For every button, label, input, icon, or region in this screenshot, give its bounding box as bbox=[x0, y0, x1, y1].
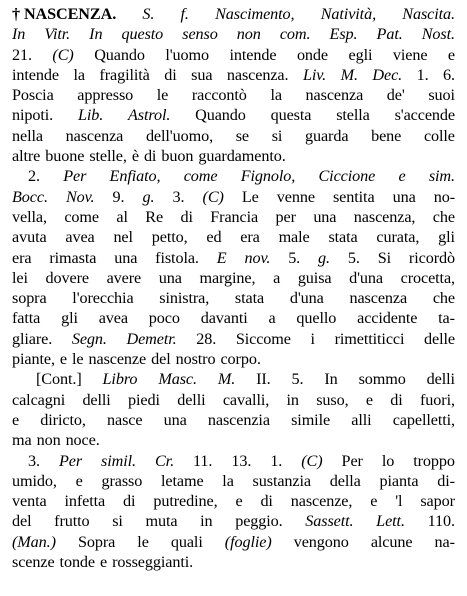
word: intende bbox=[229, 45, 277, 64]
word: In bbox=[89, 25, 103, 44]
word: no- bbox=[433, 187, 455, 206]
word: petto, bbox=[151, 228, 188, 247]
word: male bbox=[278, 228, 310, 247]
word: in bbox=[286, 390, 299, 409]
word: rimettiticci bbox=[334, 329, 405, 348]
word: dovere bbox=[45, 268, 89, 287]
word: scenze bbox=[12, 553, 55, 572]
word: rosseggianti. bbox=[112, 553, 194, 572]
word: 1. bbox=[270, 451, 283, 470]
word: grasso bbox=[101, 471, 143, 490]
word: piedi bbox=[128, 390, 160, 409]
word: che bbox=[432, 289, 455, 308]
word: e bbox=[12, 410, 20, 429]
text-line bbox=[12, 308, 455, 328]
word: delle bbox=[424, 329, 455, 348]
word: sentita bbox=[332, 187, 375, 206]
word: era bbox=[240, 228, 260, 247]
word: nella bbox=[12, 126, 43, 145]
word: † NASCENZA. bbox=[12, 5, 117, 23]
word: i bbox=[310, 329, 315, 348]
word: d'una bbox=[349, 268, 383, 287]
word: delli bbox=[82, 390, 111, 409]
word: e bbox=[59, 350, 67, 369]
text-line bbox=[12, 329, 455, 349]
word: che bbox=[432, 207, 455, 226]
word: nascenze bbox=[88, 350, 147, 369]
word: come bbox=[64, 207, 99, 226]
word: sapor bbox=[420, 492, 455, 511]
word: margine, bbox=[199, 268, 256, 287]
word: ma bbox=[12, 431, 32, 450]
word: de' bbox=[386, 86, 405, 105]
word: Fignolo, bbox=[240, 167, 296, 186]
word: Bocc. bbox=[12, 187, 48, 206]
word: 28. bbox=[196, 329, 217, 348]
word: 21. bbox=[12, 45, 32, 64]
word: 13. bbox=[231, 451, 252, 470]
word: Nov. bbox=[65, 187, 95, 206]
word: nascenza, bbox=[353, 207, 416, 226]
word: una bbox=[114, 248, 138, 267]
word: nascenzia bbox=[207, 410, 270, 429]
word: Nascimento, bbox=[215, 5, 295, 23]
word: di bbox=[123, 492, 136, 511]
word: sim. bbox=[428, 167, 455, 186]
text-line bbox=[12, 451, 455, 471]
word: nascenze, bbox=[290, 492, 353, 511]
word: g. bbox=[318, 248, 330, 267]
word: non bbox=[236, 25, 261, 44]
word: gli bbox=[438, 228, 455, 247]
word: Segn. bbox=[71, 329, 107, 348]
word: a bbox=[268, 309, 276, 328]
word: se bbox=[235, 126, 250, 145]
word: egli bbox=[348, 45, 373, 64]
word: com. bbox=[279, 25, 311, 44]
word: altre bbox=[12, 147, 41, 166]
word: fatta bbox=[12, 309, 41, 328]
word: 3. bbox=[172, 187, 185, 206]
word: stata bbox=[234, 289, 265, 308]
word: poco bbox=[148, 309, 180, 328]
word: infetta bbox=[64, 492, 106, 511]
word: na- bbox=[434, 532, 455, 551]
text-line bbox=[12, 166, 455, 186]
word: simile bbox=[291, 410, 331, 429]
word: colle bbox=[423, 126, 455, 145]
text-line bbox=[12, 4, 455, 24]
word: 5. bbox=[291, 370, 304, 389]
text-line bbox=[12, 45, 455, 65]
word: di bbox=[260, 492, 273, 511]
word: per bbox=[275, 207, 296, 226]
word: 9. bbox=[112, 187, 125, 206]
word: nel bbox=[113, 228, 133, 247]
word: una bbox=[158, 268, 182, 287]
word: g. bbox=[142, 187, 155, 206]
word: d'una bbox=[289, 289, 324, 308]
word: Per bbox=[63, 167, 87, 186]
word: Quando bbox=[195, 106, 246, 125]
word: stelle, bbox=[89, 147, 127, 166]
word: rimasta bbox=[49, 248, 97, 267]
word: sustanzia bbox=[252, 471, 311, 490]
text-line bbox=[12, 227, 455, 247]
word: è bbox=[131, 147, 139, 166]
text-line bbox=[12, 511, 455, 531]
word: piante, bbox=[12, 350, 55, 369]
word: e bbox=[398, 167, 406, 186]
word: Nost. bbox=[421, 25, 455, 44]
word: Demetr. bbox=[126, 329, 177, 348]
word: Masc. bbox=[158, 370, 197, 389]
word: guardamento. bbox=[198, 147, 286, 166]
text-line bbox=[12, 65, 455, 85]
word: vella, bbox=[12, 207, 47, 226]
word: muta bbox=[145, 512, 178, 531]
word: quello bbox=[296, 309, 337, 328]
word: del bbox=[151, 350, 171, 369]
word: avuta bbox=[12, 228, 47, 247]
word: venta bbox=[12, 492, 47, 511]
text-line bbox=[12, 430, 455, 450]
text-line bbox=[12, 85, 455, 105]
word: s'accende bbox=[394, 106, 455, 125]
text-line bbox=[12, 146, 455, 166]
word: sinistra, bbox=[159, 289, 210, 308]
text-line bbox=[12, 126, 455, 146]
word: Francia bbox=[210, 207, 259, 226]
word: (C) bbox=[301, 451, 323, 470]
word: le bbox=[137, 532, 149, 551]
word: in bbox=[200, 512, 213, 531]
word: 5. bbox=[347, 248, 360, 267]
word: 3. bbox=[28, 451, 40, 470]
word: putredine, bbox=[153, 492, 218, 511]
word: 1. bbox=[416, 65, 429, 84]
word: si bbox=[112, 512, 123, 531]
word: Per bbox=[341, 451, 363, 470]
word: capelletti, bbox=[392, 410, 455, 429]
word: curata, bbox=[376, 228, 420, 247]
word: II. bbox=[256, 370, 271, 389]
word: Esp. bbox=[329, 25, 358, 44]
word: tonde bbox=[59, 553, 96, 572]
word: Le bbox=[241, 187, 259, 206]
word: delli bbox=[177, 390, 206, 409]
word: ta- bbox=[438, 309, 455, 328]
word: (C) bbox=[202, 187, 224, 206]
word: troppo bbox=[413, 451, 455, 470]
word: letame bbox=[160, 471, 204, 490]
word: stata bbox=[328, 228, 358, 247]
word: Astrol. bbox=[128, 106, 171, 125]
word: di bbox=[390, 390, 403, 409]
word: nostro bbox=[175, 350, 216, 369]
word: a bbox=[273, 268, 281, 287]
text-line bbox=[12, 105, 455, 125]
word: stella bbox=[336, 106, 370, 125]
word: frutto bbox=[54, 512, 90, 531]
word: lo bbox=[381, 451, 395, 470]
word: come bbox=[183, 167, 218, 186]
word: Nascita. bbox=[402, 5, 455, 23]
word: avea bbox=[98, 309, 128, 328]
word: vengono bbox=[293, 532, 349, 551]
word: appresso bbox=[77, 86, 134, 105]
word: nascenza bbox=[349, 289, 408, 308]
word: suso, bbox=[316, 390, 349, 409]
word: e bbox=[365, 390, 373, 409]
word: nascenza. bbox=[226, 65, 289, 84]
word: viene bbox=[392, 45, 428, 64]
word: Dec. bbox=[372, 65, 403, 84]
text-line bbox=[12, 410, 455, 430]
word: nipoti. bbox=[12, 106, 54, 125]
word: M. bbox=[340, 65, 358, 84]
word: Enfiato, bbox=[109, 167, 161, 186]
word: sua bbox=[191, 65, 213, 84]
text-line bbox=[12, 24, 455, 44]
word: fistola. bbox=[155, 248, 199, 267]
word: fragilità bbox=[99, 65, 150, 84]
word: delli bbox=[426, 370, 455, 389]
word: una bbox=[392, 187, 416, 206]
word: E bbox=[216, 248, 227, 267]
word: Poscia bbox=[12, 86, 54, 105]
word: pianta bbox=[379, 471, 419, 490]
word: buon bbox=[161, 147, 194, 166]
word: sommo bbox=[358, 370, 406, 389]
word: corpo. bbox=[220, 350, 261, 369]
word: al bbox=[116, 207, 128, 226]
text-line bbox=[12, 288, 455, 308]
word: sopra bbox=[12, 289, 47, 308]
word: umido, bbox=[12, 471, 57, 490]
word: M. bbox=[217, 370, 236, 389]
word: suoi bbox=[428, 86, 455, 105]
word: cavalli, bbox=[222, 390, 270, 409]
word: [Cont.] bbox=[36, 370, 82, 389]
word: Liv. bbox=[302, 65, 327, 84]
word: Libro bbox=[102, 370, 138, 389]
word: gli bbox=[61, 309, 78, 328]
word: 6. bbox=[443, 65, 455, 84]
word: del bbox=[12, 512, 32, 531]
word: 'l bbox=[395, 492, 403, 511]
word: Quando bbox=[94, 45, 145, 64]
text-line bbox=[12, 491, 455, 511]
word: In bbox=[12, 25, 26, 44]
word: la bbox=[222, 471, 234, 490]
word: venne bbox=[276, 187, 315, 206]
word: la bbox=[270, 86, 282, 105]
word: 110. bbox=[427, 512, 455, 531]
word: Lib. bbox=[77, 106, 104, 125]
word: senso bbox=[182, 25, 218, 44]
word: dell'uomo, bbox=[145, 126, 214, 145]
word: di- bbox=[437, 471, 455, 490]
word: questa bbox=[270, 106, 312, 125]
word: Cr. bbox=[154, 451, 175, 470]
word: Siccome bbox=[235, 329, 291, 348]
word: In bbox=[324, 370, 338, 389]
word: f. bbox=[180, 5, 189, 23]
word: raccontò bbox=[191, 86, 247, 105]
word: onde bbox=[296, 45, 329, 64]
text-line bbox=[12, 207, 455, 227]
word: Re bbox=[145, 207, 164, 226]
word: calcagni bbox=[12, 390, 66, 409]
word: 2. bbox=[28, 167, 40, 186]
word: avea bbox=[65, 228, 95, 247]
word: accidente bbox=[357, 309, 418, 328]
word: ed bbox=[206, 228, 222, 247]
word: Per bbox=[58, 451, 83, 470]
text-line bbox=[12, 532, 455, 552]
word: della bbox=[329, 471, 361, 490]
text-line bbox=[12, 471, 455, 491]
word: quali bbox=[170, 532, 203, 551]
word: guisa bbox=[297, 268, 332, 287]
word: Vitr. bbox=[44, 25, 71, 44]
word: e bbox=[75, 471, 83, 490]
word: l'uomo bbox=[165, 45, 210, 64]
word: Natività, bbox=[320, 5, 377, 23]
word: una bbox=[163, 410, 187, 429]
word: non bbox=[36, 431, 61, 450]
word: (C) bbox=[52, 45, 74, 64]
word: le bbox=[72, 350, 84, 369]
word: davanti bbox=[200, 309, 248, 328]
word: nasce bbox=[106, 410, 143, 429]
word: di bbox=[164, 65, 177, 84]
word: gliare. bbox=[12, 329, 53, 348]
word: diricto, bbox=[40, 410, 86, 429]
word: buone bbox=[45, 147, 85, 166]
word: guarda bbox=[304, 126, 349, 145]
word: si bbox=[271, 126, 283, 145]
text-line bbox=[12, 552, 455, 572]
word: ricordò bbox=[408, 248, 455, 267]
word: alcune bbox=[370, 532, 413, 551]
word: S. bbox=[142, 5, 155, 23]
text-line bbox=[12, 369, 455, 389]
word: 5. bbox=[288, 248, 301, 267]
word: peggio. bbox=[235, 512, 283, 531]
word: questo bbox=[121, 25, 164, 44]
word: Sassett. bbox=[305, 512, 354, 531]
word: (foglie) bbox=[224, 532, 272, 551]
word: avere bbox=[106, 268, 142, 287]
text-line bbox=[12, 268, 455, 288]
word: alli bbox=[351, 410, 372, 429]
word: nascenza bbox=[305, 86, 364, 105]
word: Pat. bbox=[376, 25, 403, 44]
word: intende bbox=[12, 65, 59, 84]
word: Ciccione bbox=[318, 167, 376, 186]
text-line bbox=[12, 187, 455, 207]
word: e bbox=[370, 492, 378, 511]
word: di bbox=[180, 207, 193, 226]
word: e bbox=[100, 553, 108, 572]
word: simil. bbox=[101, 451, 136, 470]
word: era bbox=[12, 248, 32, 267]
word: Lett. bbox=[376, 512, 405, 531]
word: di bbox=[143, 147, 157, 166]
word: noce. bbox=[65, 431, 100, 450]
text-line bbox=[12, 248, 455, 268]
word: e bbox=[447, 45, 455, 64]
word: nov. bbox=[244, 248, 271, 267]
word: nascenza bbox=[65, 126, 124, 145]
word: le bbox=[156, 86, 169, 105]
word: l'orecchia bbox=[72, 289, 134, 308]
word: e bbox=[235, 492, 243, 511]
word: Sopra bbox=[77, 532, 116, 551]
text-line bbox=[12, 390, 455, 410]
word: 11. bbox=[193, 451, 213, 470]
word: lei bbox=[12, 268, 28, 287]
word: Si bbox=[377, 248, 392, 267]
word: una bbox=[313, 207, 337, 226]
word: la bbox=[73, 65, 85, 84]
word: crocetta, bbox=[400, 268, 455, 287]
word: bene bbox=[371, 126, 402, 145]
word: (Man.) bbox=[12, 532, 56, 551]
word: fuori, bbox=[420, 390, 455, 409]
text-line bbox=[12, 349, 455, 369]
